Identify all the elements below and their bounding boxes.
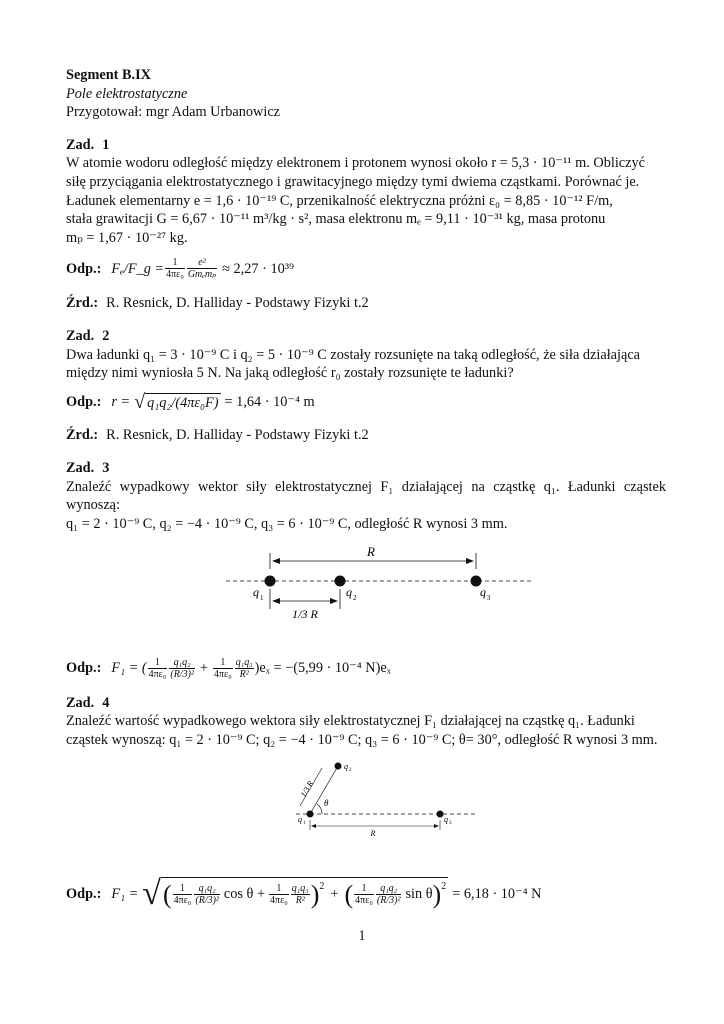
label-q2-sub: 2 — [349, 767, 352, 773]
label-q1-sub: 1 — [260, 594, 264, 603]
paren: ) — [432, 879, 442, 909]
paren: ( — [344, 879, 354, 909]
label-q1-sub: 1 — [303, 820, 306, 826]
problem-text — [66, 154, 666, 247]
source-label: Źrd.: — [66, 427, 99, 444]
square-root — [134, 390, 220, 413]
frac-den: R² — [295, 895, 305, 907]
radicand: q₁q₂/(4πε₀F) — [147, 394, 219, 411]
fraction — [291, 883, 310, 906]
problem-1 — [66, 136, 666, 313]
frac-num: 1 — [165, 257, 185, 269]
label-R: R — [367, 544, 375, 560]
source — [66, 426, 666, 445]
frac-den: Gmₑmₚ — [187, 269, 217, 281]
problem-2 — [66, 327, 666, 445]
frac-den: 4πε₀ — [213, 668, 232, 680]
answer-rhs: )eₓ = −(5,99 · 10⁻⁴ N)eₓ — [254, 660, 391, 677]
label-q3: q — [480, 585, 486, 600]
radical-sign: √ — [134, 390, 146, 413]
label-q1: q — [298, 814, 302, 824]
cos-term: cos θ + — [223, 886, 266, 903]
frac-num: q₁q₃ — [235, 656, 253, 668]
problem-heading — [66, 327, 666, 346]
problem-heading — [66, 459, 666, 478]
text-line: między nimi wyniosła 5 N. Na jaką odległość r₀ zostały rozsunięte te ładunki? — [66, 365, 514, 382]
figure-angled-charges — [66, 750, 666, 860]
frac-num: q₁q₂ — [169, 657, 195, 669]
frac-den: 4πε₀ — [166, 269, 184, 281]
answer — [66, 257, 666, 280]
fraction — [376, 883, 402, 906]
text-line: Dwa ładunki q₁ = 3 · 10⁻⁹ C i q₂ = 5 · 10⁻⁹ C zostały rozsunięte na taką odległość, że siła działająca — [66, 346, 641, 363]
paren: ) — [310, 879, 320, 909]
frac-num: 1 — [354, 883, 374, 895]
radicand — [161, 877, 448, 911]
problem-number: 2 — [102, 327, 110, 344]
frac-num: 1 — [173, 883, 193, 895]
fraction — [354, 883, 374, 906]
problem-label: Zad. — [66, 136, 95, 153]
answer-rhs: = 6,18 · 10⁻⁴ N — [452, 885, 542, 902]
answer-rhs: ≈ 2,27 · 10³⁹ — [222, 260, 295, 277]
answer-label: Odp.: — [66, 394, 102, 411]
problem-text — [66, 346, 666, 383]
page-content — [66, 66, 666, 911]
frac-den: 4πε₀ — [148, 668, 167, 680]
frac-den: (R/3)² — [376, 895, 401, 907]
arrow-head — [272, 558, 280, 564]
frac-num: q₁q₂ — [376, 883, 402, 895]
answer-lhs: r = — [111, 394, 131, 411]
problem-label: Zad. — [66, 694, 95, 711]
answer-label: Odp.: — [66, 660, 102, 677]
answer-lhs: F₁ = ( — [111, 660, 147, 677]
fraction — [194, 883, 220, 906]
text-line: Znaleźć wartość wypadkowego wektora siły elektrostatycznej F₁ działającej na cząstkę q₁. Ładunki — [66, 713, 635, 730]
problem-number: 1 — [102, 136, 110, 153]
fraction — [235, 657, 254, 680]
charge-q2 — [335, 576, 346, 587]
frac-den: R² — [239, 668, 249, 680]
label-q3: q — [444, 814, 448, 824]
arrow-head — [466, 558, 474, 564]
charge-q1 — [265, 576, 276, 587]
label-R: R — [370, 828, 376, 838]
source-label: Źrd.: — [66, 295, 99, 312]
charge-q1 — [307, 810, 314, 817]
sin-term: sin θ — [405, 886, 433, 903]
square-root — [142, 877, 448, 911]
answer-lhs: F₁ = — [111, 885, 139, 902]
text-line: cząstek wynoszą: q₁ = 2 · 10⁻⁹ C; q₂ = −4 · 10⁻⁹ C; q₃ = 6 · 10⁻⁹ C; θ= 30°, odległość R wynosi 3 mm. — [66, 732, 658, 749]
frac-num: q₁q₂ — [194, 883, 220, 895]
plus-sign: + — [199, 660, 208, 677]
problem-3 — [66, 459, 666, 680]
frac-num: q₁q₃ — [291, 883, 309, 895]
page-number: 1 — [358, 928, 366, 944]
label-third-R: 1/3 R — [298, 778, 316, 799]
exponent: 2 — [441, 881, 447, 893]
text-line: W atomie wodoru odległość między elektronem i protonem wynosi około r = 5,3 · 10⁻¹¹ m. Obliczyć — [66, 155, 645, 172]
text-line: Znaleźć wypadkowy wektor siły elektrostatycznej F₁ działającej na cząstkę q₁. Ładunki cząstek wynoszą: — [66, 478, 666, 514]
label-theta: θ — [324, 797, 329, 808]
answer — [66, 657, 666, 680]
problem-number: 4 — [102, 694, 110, 711]
label-third-R: 1/3 R — [292, 607, 318, 622]
answer-label: Odp.: — [66, 885, 102, 902]
exponent: 2 — [319, 881, 325, 893]
answer-label: Odp.: — [66, 260, 102, 277]
paren: ( — [162, 879, 172, 909]
answer-lhs: Fₑ/F_g = — [111, 260, 165, 277]
figure-linear-charges — [66, 533, 666, 643]
label-q2: q — [344, 761, 348, 771]
label-q3-sub: 3 — [449, 820, 452, 826]
label-q3-sub: 3 — [487, 594, 491, 603]
label-q1: q — [253, 585, 259, 600]
frac-num: 1 — [148, 657, 168, 669]
segment-title: Segment B.IX — [66, 67, 151, 83]
segment-subtitle: Pole elektrostatyczne — [66, 85, 188, 102]
text-line: mₚ = 1,67 · 10⁻²⁷ kg. — [66, 229, 188, 246]
text-line: Ładunek elementarny e = 1,6 · 10⁻¹⁹ C, przenikalność elektryczna próżni ε₀ = 8,85 · 10⁻¹² F/m, — [66, 192, 613, 209]
problem-label: Zad. — [66, 459, 95, 476]
fraction — [165, 257, 185, 280]
problem-4 — [66, 694, 666, 911]
angle-arc — [317, 804, 322, 814]
frac-den: 4πε₀ — [270, 895, 288, 907]
arrow-head — [330, 598, 338, 604]
answer — [66, 877, 666, 911]
answer — [66, 390, 666, 413]
text-line: q₁ = 2 · 10⁻⁹ C, q₂ = −4 · 10⁻⁹ C, q₃ = 6 · 10⁻⁹ C, odległość R wynosi 3 mm. — [66, 515, 508, 532]
frac-den: (R/3)² — [170, 668, 194, 680]
frac-den: 4πε₀ — [355, 895, 373, 907]
problem-heading — [66, 694, 666, 713]
label-q2-sub: 2 — [353, 594, 357, 603]
fraction — [173, 883, 193, 906]
radical-sign: √ — [142, 875, 161, 913]
frac-den: 4πε₀ — [173, 895, 192, 907]
problem-number: 3 — [102, 459, 110, 476]
frac-num: e² — [187, 257, 217, 269]
charge-q2 — [335, 762, 342, 769]
fraction — [148, 657, 168, 680]
fraction — [187, 257, 217, 280]
frac-den: (R/3)² — [195, 895, 219, 907]
frac-num: 1 — [213, 657, 233, 669]
fraction — [213, 657, 233, 680]
answer-rhs: = 1,64 · 10⁻⁴ m — [224, 394, 315, 411]
problem-text — [66, 712, 666, 749]
fraction — [169, 657, 195, 680]
arrow-head — [311, 824, 316, 828]
source — [66, 294, 666, 313]
frac-num: 1 — [269, 883, 289, 895]
problem-heading — [66, 136, 666, 155]
charge-q3 — [437, 810, 444, 817]
problem-label: Zad. — [66, 327, 95, 344]
source-text: R. Resnick, D. Halliday - Podstawy Fizyki t.2 — [106, 295, 369, 312]
arrow-head — [272, 598, 280, 604]
problem-text — [66, 478, 666, 534]
author-line: Przygotował: mgr Adam Urbanowicz — [66, 104, 281, 121]
fraction — [269, 883, 289, 906]
source-text: R. Resnick, D. Halliday - Podstawy Fizyki t.2 — [106, 427, 369, 444]
arrow-head — [434, 824, 439, 828]
document-header — [66, 66, 666, 122]
label-q2: q — [346, 585, 352, 600]
text-line: siłę przyciągania elektrostatycznego i grawitacyjnego między tymi dwiema cząstkami. Porównać je. — [66, 173, 640, 190]
plus-sign: + — [330, 886, 339, 903]
text-line: stała grawitacji G = 6,67 · 10⁻¹¹ m³/kg · s², masa elektronu mₑ = 9,11 · 10⁻³¹ kg, masa protonu — [66, 211, 606, 228]
